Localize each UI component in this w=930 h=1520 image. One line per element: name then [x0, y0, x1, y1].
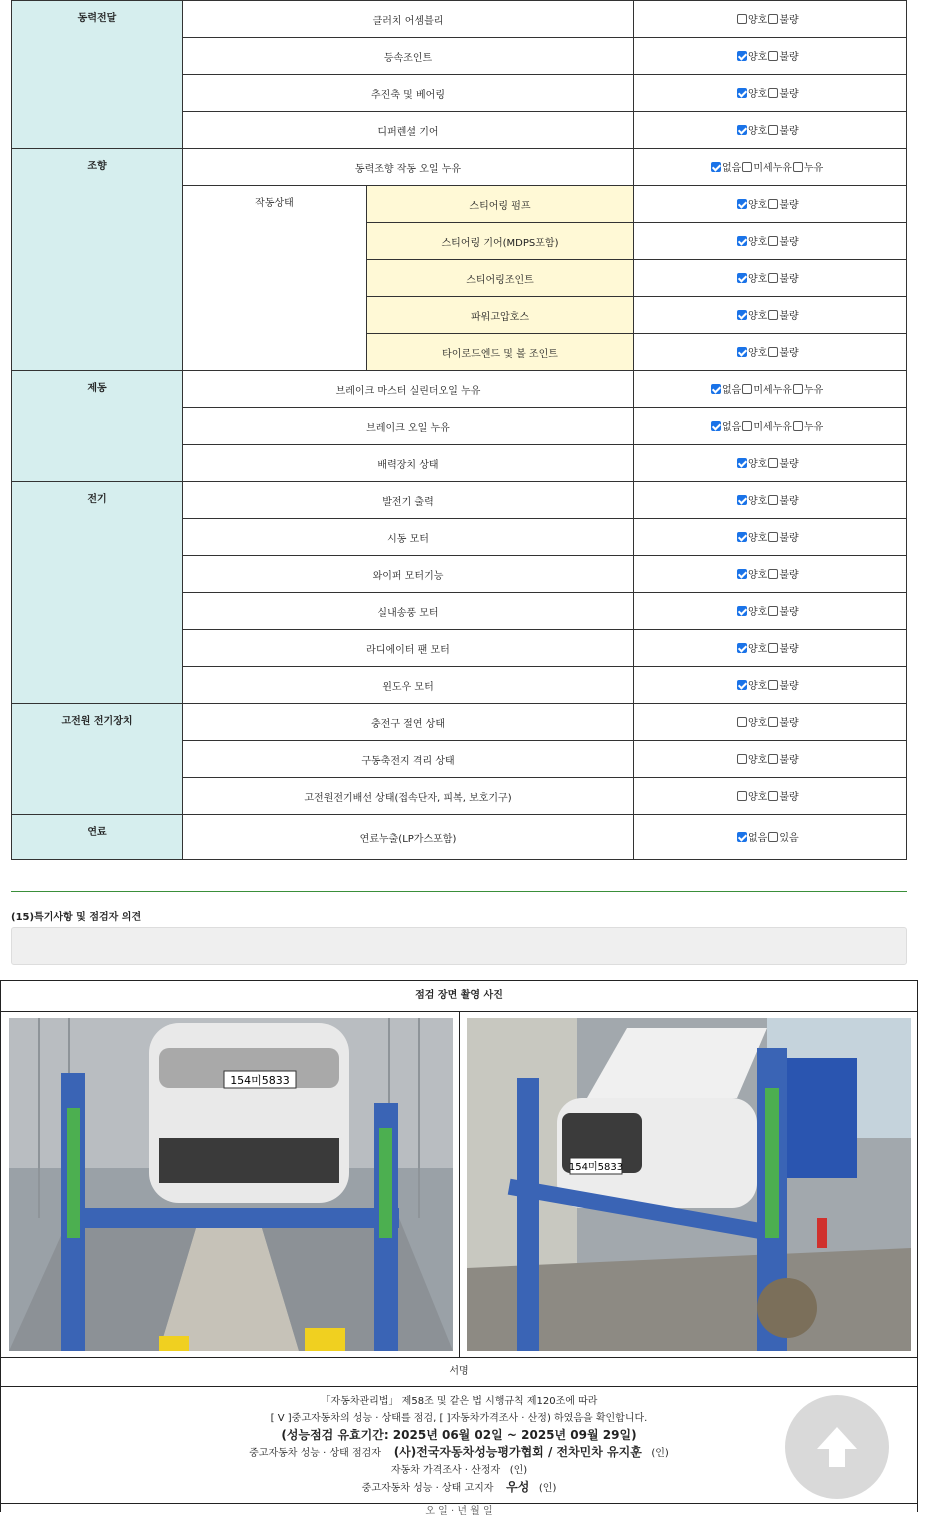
option-label: 양호	[748, 15, 768, 27]
photo-row	[1, 1012, 917, 1358]
checkbox[interactable]	[768, 273, 778, 283]
result-option[interactable]	[737, 529, 767, 544]
option-label: 불량	[779, 718, 799, 730]
inspection-item: 구동축전지 격리 상태	[183, 741, 634, 778]
inspection-item: 브레이크 마스터 실린더오일 누유	[183, 371, 634, 408]
checkbox-checked[interactable]	[737, 495, 747, 505]
option-label: 없음	[748, 833, 768, 845]
inspection-row	[12, 815, 907, 860]
option-label: 불량	[779, 570, 799, 582]
result-option[interactable]	[793, 418, 823, 433]
result-cell	[634, 482, 907, 519]
rear-inspection-photo	[9, 1018, 453, 1351]
date-line: 오 일 · 년 월 일	[1, 1503, 917, 1520]
checkbox[interactable]	[768, 51, 778, 61]
result-option[interactable]	[768, 714, 798, 729]
category-cell: 동력전달	[12, 1, 183, 149]
inspection-item: 배력장치 상태	[183, 445, 634, 482]
checkbox[interactable]	[737, 754, 747, 764]
remarks-field[interactable]	[11, 927, 907, 965]
option-label: 있음	[779, 833, 799, 845]
checkbox[interactable]	[768, 569, 778, 579]
inspection-item: 클러치 어셈블리	[183, 1, 634, 38]
result-option[interactable]	[768, 566, 798, 581]
result-cell	[634, 149, 907, 186]
inspection-item: 시동 모터	[183, 519, 634, 556]
checkbox[interactable]	[768, 458, 778, 468]
checkbox-checked[interactable]	[737, 680, 747, 690]
category-cell: 조향	[12, 149, 183, 371]
inspector-value: (사)전국자동차성능평가협회 / 전차민차 유지훈	[393, 1445, 642, 1459]
result-option[interactable]	[737, 196, 767, 211]
checkbox[interactable]	[768, 347, 778, 357]
result-option[interactable]	[768, 11, 798, 26]
result-cell	[634, 260, 907, 297]
option-label: 없음	[722, 385, 742, 397]
inspection-item: 스티어링조인트	[367, 260, 634, 297]
option-label: 누유	[803, 163, 824, 175]
checkbox[interactable]	[742, 421, 752, 431]
option-label: 불량	[779, 533, 799, 545]
result-option[interactable]	[768, 85, 798, 100]
result-option[interactable]	[737, 122, 767, 137]
result-option[interactable]	[742, 159, 792, 174]
option-label: 양호	[748, 755, 768, 767]
checkbox-checked[interactable]	[737, 236, 747, 246]
result-option[interactable]	[768, 492, 798, 507]
front-inspection-photo	[467, 1018, 911, 1351]
result-cell	[634, 223, 907, 260]
option-label: 양호	[748, 200, 768, 212]
option-label: 불량	[779, 274, 799, 286]
option-label: 불량	[779, 200, 799, 212]
checkbox-checked[interactable]	[737, 310, 747, 320]
result-option[interactable]	[742, 418, 792, 433]
result-cell	[634, 186, 907, 223]
checkbox-checked[interactable]	[737, 273, 747, 283]
result-cell	[634, 815, 907, 860]
option-label: 양호	[748, 274, 768, 286]
checkbox[interactable]	[793, 421, 803, 431]
appraiser-seal: (인)	[509, 1465, 528, 1476]
checkbox-checked[interactable]	[737, 51, 747, 61]
option-label: 불량	[779, 792, 799, 804]
result-option[interactable]	[737, 566, 767, 581]
result-option[interactable]	[768, 529, 798, 544]
result-option[interactable]	[768, 48, 798, 63]
category-cell: 제동	[12, 371, 183, 482]
result-cell	[634, 741, 907, 778]
option-label: 불량	[779, 459, 799, 471]
option-label: 불량	[779, 126, 799, 138]
option-label: 양호	[748, 792, 768, 804]
checkbox-checked[interactable]	[737, 832, 747, 842]
result-cell	[634, 519, 907, 556]
legal-basis-text: 「자동차관리법」 제58조 및 같은 법 시행규칙 제120조에 따라	[320, 1396, 598, 1407]
option-label: 양호	[748, 237, 768, 249]
inspection-row	[12, 149, 907, 186]
validity-period: (성능점검 유효기간: 2025년 06월 02일 ~ 2025년 09월 29일)	[281, 1428, 637, 1442]
inspection-item: 라디에이터 팬 모터	[183, 630, 634, 667]
inspection-item: 발전기 출력	[183, 482, 634, 519]
result-cell	[634, 1, 907, 38]
result-option[interactable]	[737, 48, 767, 63]
option-label: 양호	[748, 311, 768, 323]
result-option[interactable]	[737, 270, 767, 285]
option-label: 불량	[779, 681, 799, 693]
option-label: 양호	[748, 52, 768, 64]
result-option[interactable]	[711, 159, 741, 174]
checkbox[interactable]	[768, 643, 778, 653]
inspection-item: 윈도우 모터	[183, 667, 634, 704]
checkbox-checked[interactable]	[737, 199, 747, 209]
result-option[interactable]	[737, 751, 767, 766]
checkbox[interactable]	[737, 791, 747, 801]
checkbox[interactable]	[768, 606, 778, 616]
result-cell	[634, 371, 907, 408]
option-label: 불량	[779, 607, 799, 619]
option-label: 불량	[779, 644, 799, 656]
checkbox[interactable]	[737, 14, 747, 24]
inspection-item: 연료누출(LP가스포함)	[183, 815, 634, 860]
checkbox[interactable]	[768, 495, 778, 505]
result-option[interactable]	[768, 788, 798, 803]
checkbox-checked[interactable]	[711, 384, 721, 394]
option-label: 양호	[748, 570, 768, 582]
signature-title: 서명	[1, 1358, 917, 1387]
inspection-item: 타이로드엔드 및 볼 조인트	[367, 334, 634, 371]
result-option[interactable]	[737, 640, 767, 655]
checkbox-checked[interactable]	[737, 532, 747, 542]
result-option[interactable]	[742, 381, 792, 396]
result-option[interactable]	[737, 85, 767, 100]
option-label: 누유	[803, 385, 824, 397]
subcategory-cell: 작동상태	[183, 186, 367, 371]
checkbox-checked[interactable]	[737, 88, 747, 98]
inspection-item: 디퍼렌셜 기어	[183, 112, 634, 149]
inspection-row	[12, 371, 907, 408]
result-cell	[634, 445, 907, 482]
result-option[interactable]	[768, 603, 798, 618]
checkbox-checked[interactable]	[737, 643, 747, 653]
checkbox[interactable]	[737, 717, 747, 727]
category-cell: 연료	[12, 815, 183, 860]
result-cell	[634, 75, 907, 112]
checkbox-checked[interactable]	[711, 162, 721, 172]
option-label: 불량	[779, 237, 799, 249]
checkbox[interactable]	[768, 791, 778, 801]
option-label: 불량	[779, 52, 799, 64]
photo-section-title: 점검 장면 촬영 사진	[1, 981, 917, 1012]
inspector-seal: (인)	[651, 1448, 669, 1459]
checkbox-checked[interactable]	[737, 569, 747, 579]
result-option[interactable]	[737, 344, 767, 359]
option-label: 양호	[748, 496, 768, 508]
option-label: 양호	[748, 644, 768, 656]
option-label: 미세누유	[753, 163, 792, 175]
inspection-item: 등속조인트	[183, 38, 634, 75]
result-option[interactable]	[768, 122, 798, 137]
notifier-label: 중고자동차 성능 · 상태 고지자	[361, 1483, 494, 1494]
checkbox[interactable]	[793, 384, 803, 394]
result-cell	[634, 556, 907, 593]
checkbox[interactable]	[768, 832, 778, 842]
result-cell	[634, 630, 907, 667]
result-option[interactable]	[737, 603, 767, 618]
checkbox[interactable]	[742, 162, 752, 172]
inspection-row	[12, 1, 907, 38]
inspection-item: 동력조향 작동 오일 누유	[183, 149, 634, 186]
checkbox-checked[interactable]	[711, 421, 721, 431]
inspection-item: 실내송풍 모터	[183, 593, 634, 630]
result-option[interactable]	[768, 455, 798, 470]
inspection-item: 파워고압호스	[367, 297, 634, 334]
inspection-row	[12, 704, 907, 741]
option-label: 양호	[748, 126, 768, 138]
option-label: 양호	[748, 607, 768, 619]
inspection-item: 와이퍼 모터기능	[183, 556, 634, 593]
inspection-item: 충전구 절연 상태	[183, 704, 634, 741]
scroll-to-top-button[interactable]	[785, 1395, 889, 1499]
result-cell	[634, 297, 907, 334]
inspector-line	[1, 1444, 917, 1462]
result-cell	[634, 593, 907, 630]
signature-block	[1, 1387, 917, 1520]
result-option[interactable]	[711, 381, 741, 396]
result-option[interactable]	[793, 381, 823, 396]
result-option[interactable]	[768, 233, 798, 248]
result-cell	[634, 667, 907, 704]
inspection-item: 스티어링 기어(MDPS포함)	[367, 223, 634, 260]
result-cell	[634, 778, 907, 815]
result-cell	[634, 408, 907, 445]
inspector-label: 중고자동차 성능 · 상태 점검자	[249, 1448, 381, 1459]
result-cell	[634, 38, 907, 75]
inspection-item: 브레이크 오일 누유	[183, 408, 634, 445]
section-divider	[11, 891, 907, 892]
option-label: 양호	[748, 89, 768, 101]
checkbox-checked[interactable]	[737, 125, 747, 135]
option-label: 누유	[803, 422, 824, 434]
checkbox[interactable]	[768, 717, 778, 727]
result-option[interactable]	[768, 751, 798, 766]
inspection-item: 고전원전기배선 상태(접속단자, 피복, 보호기구)	[183, 778, 634, 815]
option-label: 불량	[779, 89, 799, 101]
result-option[interactable]	[768, 344, 798, 359]
option-label: 양호	[748, 533, 768, 545]
category-cell: 전기	[12, 482, 183, 704]
option-label: 불량	[779, 15, 799, 27]
result-option[interactable]	[768, 677, 798, 692]
result-option[interactable]	[737, 307, 767, 322]
checkbox[interactable]	[768, 532, 778, 542]
notifier-value: 우성	[506, 1480, 530, 1494]
appraiser-line	[1, 1462, 917, 1479]
checkbox[interactable]	[768, 88, 778, 98]
checkbox[interactable]	[768, 754, 778, 764]
result-option[interactable]	[711, 418, 741, 433]
result-option[interactable]	[768, 307, 798, 322]
inspection-item: 추진축 및 베어링	[183, 75, 634, 112]
result-option[interactable]	[737, 714, 767, 729]
photo-section	[0, 980, 918, 1517]
result-option[interactable]	[793, 159, 823, 174]
result-cell	[634, 112, 907, 149]
checkbox[interactable]	[768, 125, 778, 135]
result-option[interactable]	[737, 492, 767, 507]
result-option[interactable]	[737, 233, 767, 248]
option-label: 없음	[722, 422, 742, 434]
option-label: 미세누유	[753, 385, 792, 397]
category-cell: 고전원 전기장치	[12, 704, 183, 815]
checkbox[interactable]	[793, 162, 803, 172]
result-option[interactable]	[737, 677, 767, 692]
arrow-up-icon	[813, 1423, 861, 1471]
result-cell	[634, 334, 907, 371]
inspection-row	[12, 482, 907, 519]
confirmation-text: [ V ]중고자동차의 성능 · 상태를 점검, [ ]자동차가격조사 · 산정) 하였음을 확인합니다.	[270, 1413, 648, 1424]
checkbox[interactable]	[742, 384, 752, 394]
result-option[interactable]	[768, 270, 798, 285]
result-option[interactable]	[768, 196, 798, 211]
checkbox[interactable]	[768, 310, 778, 320]
option-label: 양호	[748, 459, 768, 471]
notifier-seal: (인)	[538, 1483, 557, 1494]
notifier-line	[1, 1479, 917, 1497]
front-license-plate: 154미5833	[568, 1162, 624, 1173]
checkbox[interactable]	[768, 199, 778, 209]
checkbox[interactable]	[768, 680, 778, 690]
option-label: 미세누유	[753, 422, 792, 434]
inspection-item: 스티어링 펌프	[367, 186, 634, 223]
result-option[interactable]	[737, 829, 767, 844]
checkbox-checked[interactable]	[737, 606, 747, 616]
result-option[interactable]	[768, 829, 798, 844]
result-option[interactable]	[768, 640, 798, 655]
checkbox-checked[interactable]	[737, 458, 747, 468]
result-option[interactable]	[737, 455, 767, 470]
checkbox[interactable]	[768, 236, 778, 246]
option-label: 양호	[748, 718, 768, 730]
result-option[interactable]	[737, 788, 767, 803]
option-label: 없음	[722, 163, 742, 175]
result-option[interactable]	[737, 11, 767, 26]
option-label: 양호	[748, 348, 768, 360]
option-label: 불량	[779, 348, 799, 360]
photo-divider	[459, 1012, 460, 1357]
rear-license-plate: 154미5833	[230, 1074, 290, 1087]
result-cell	[634, 704, 907, 741]
checkbox-checked[interactable]	[737, 347, 747, 357]
option-label: 불량	[779, 311, 799, 323]
remarks-heading: (15)특기사항 및 점검자 의견	[11, 912, 142, 923]
appraiser-label: 자동차 가격조사 · 산정자	[390, 1465, 501, 1476]
option-label: 불량	[779, 496, 799, 508]
checkbox[interactable]	[768, 14, 778, 24]
option-label: 양호	[748, 681, 768, 693]
option-label: 불량	[779, 755, 799, 767]
inspection-table	[11, 0, 907, 860]
